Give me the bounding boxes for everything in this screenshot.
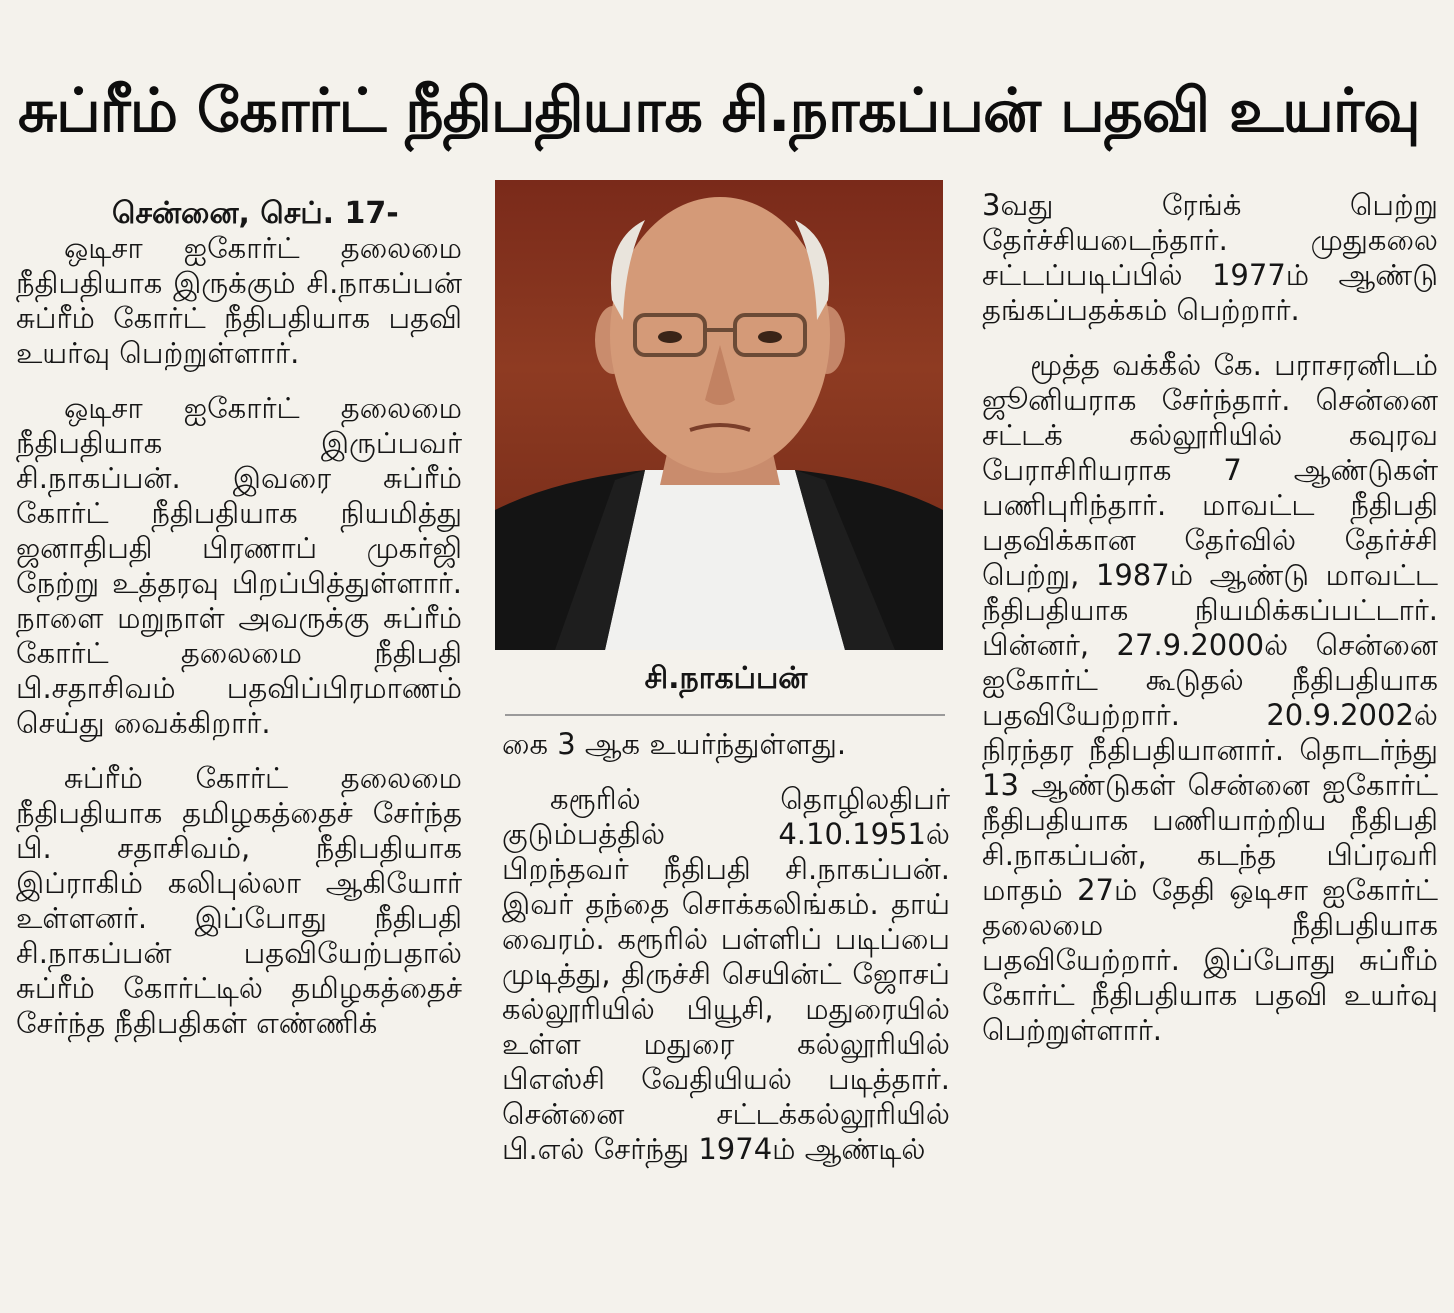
headline: சுப்ரீம் கோர்ட் நீதிபதியாக சி.நாகப்பன் பதவி உயர்வு bbox=[18, 76, 1420, 146]
dateline: சென்னை, செப். 17- bbox=[112, 196, 399, 231]
paragraph: ஒடிசா ஐகோர்ட் தலைமை நீதிபதியாக இருப்பவர் சி.நாகப்பன். இவரை சுப்ரீம் கோர்ட் நீதிபதியாக நியமித்து ஜனாதிபதி பிரணாப் முகர்ஜி நேற்று உத்தரவு பிறப்பித்துள்ளார். நாளை மறுநாள் அவருக்கு சுப்ரீம் கோர்ட் தலைமை நீதிபதி பி.சதாசிவம் பதவிப்பிரமாணம் செய்து வைக்கிறார். bbox=[16, 391, 462, 740]
article-column-3 bbox=[982, 188, 1438, 1048]
paragraph: 3வது ரேங்க் பெற்று தேர்ச்சியடைந்தார். முதுகலை சட்டப்படிப்பில் 1977ம் ஆண்டு தங்கப்பதக்கம் பெற்றார். bbox=[982, 188, 1438, 327]
divider bbox=[505, 714, 945, 716]
paragraph: மூத்த வக்கீல் கே. பராசரனிடம் ஜூனியராக சேர்ந்தார். சென்னை சட்டக் கல்லூரியில் கவுரவ பேராசிரியராக 7 ஆண்டுகள் பணிபுரிந்தார். மாவட்ட நீதிபதி பதவிக்கான தேர்வில் தேர்ச்சி பெற்று, 1987ம் ஆண்டு மாவட்ட நீதிபதியாக நியமிக்கப்பட்டார். பின்னர், 27.9.2000ல் சென்னை ஐகோர்ட் கூடுதல் நீதிபதியாக பதவியேற்றார். 20.9.2002ல் நிரந்தர நீதிபதியானார். தொடர்ந்து 13 ஆண்டுகள் சென்னை ஐகோர்ட் நீதிபதியாக பணியாற்றிய நீதிபதி சி.நாகப்பன், கடந்த பிப்ரவரி மாதம் 27ம் தேதி ஒடிசா ஐகோர்ட் தலைமை நீதிபதியாக பதவியேற்றார். இப்போது சுப்ரீம் கோர்ட் நீதிபதியாக பதவி உயர்வு பெற்றுள்ளார். bbox=[982, 348, 1438, 1047]
portrait-illustration bbox=[495, 180, 943, 650]
article-column-2 bbox=[502, 727, 950, 1167]
paragraph: சுப்ரீம் கோர்ட் தலைமை நீதிபதியாக தமிழகத்தைச் சேர்ந்த பி. சதாசிவம், நீதிபதியாக இப்ராகிம் கலிபுல்லா ஆகியோர் உள்ளனர். இப்போது நீதிபதி சி.நாகப்பன் பதவியேற்பதால் சுப்ரீம் கோர்ட்டில் தமிழகத்தைச் சேர்ந்த நீதிபதிகள் எண்ணிக் bbox=[16, 761, 462, 1040]
portrait-photo bbox=[495, 180, 943, 650]
paragraph: கை 3 ஆக உயர்ந்துள்ளது. bbox=[502, 727, 847, 761]
paragraph: ஒடிசா ஐகோர்ட் தலைமை நீதிபதியாக இருக்கும் சி.நாகப்பன் சுப்ரீம் கோர்ட் நீதிபதியாக பதவி உயர்வு பெற்றுள்ளார். bbox=[16, 231, 462, 370]
article-column-1 bbox=[16, 196, 462, 1041]
paragraph: கரூரில் தொழிலதிபர் குடும்பத்தில் 4.10.1951ல் பிறந்தவர் நீதிபதி சி.நாகப்பன். இவர் தந்தை சொக்கலிங்கம். தாய் வைரம். கரூரில் பள்ளிப் படிப்பை முடித்து, திருச்சி செயின்ட் ஜோசப் கல்லூரியில் பியூசி, மதுரையில் உள்ள மதுரை கல்லூரியில் பிஎஸ்சி வேதியியல் படித்தார். சென்னை சட்டக்கல்லூரியில் பி.எல் சேர்ந்து 1974ம் ஆண்டில் bbox=[502, 782, 950, 1166]
photo-caption: சி.நாகப்பன் bbox=[644, 661, 808, 696]
